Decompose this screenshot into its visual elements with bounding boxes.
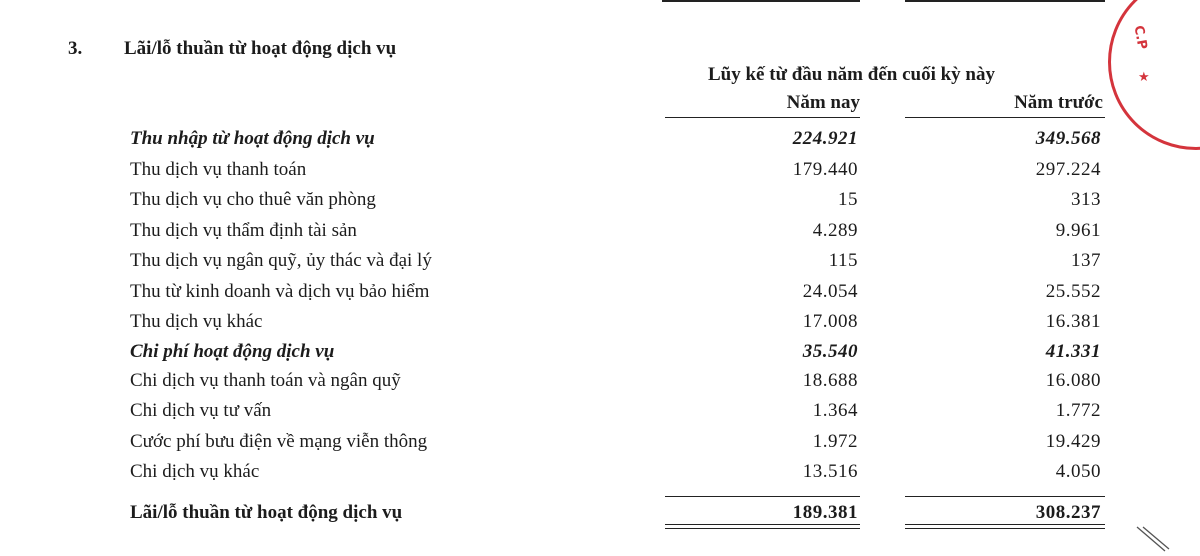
- row-value-previous: 137: [1071, 250, 1101, 271]
- row-value-current: 224.921: [792, 128, 858, 149]
- row-label: Thu dịch vụ cho thuê văn phòng: [130, 189, 376, 210]
- table-row: [0, 128, 1200, 158]
- row-label: Cước phí bưu điện về mạng viễn thông: [130, 431, 428, 452]
- row-value-current: 4.289: [812, 220, 858, 241]
- row-value-previous: 297.224: [1035, 159, 1101, 180]
- row-label: Thu từ kinh doanh và dịch vụ bảo hiểm: [130, 281, 430, 302]
- table-row: [0, 400, 1200, 430]
- table-row: [0, 189, 1200, 219]
- row-value-previous: 16.080: [1045, 370, 1101, 391]
- previous-table-rule-current: [662, 0, 860, 2]
- table-row: [0, 281, 1200, 311]
- table-row: [0, 370, 1200, 400]
- row-value-current: 17.008: [802, 311, 858, 332]
- table-row: [0, 341, 1200, 371]
- row-value-current: 1.972: [812, 431, 858, 452]
- row-label: Chi dịch vụ thanh toán và ngân quỹ: [130, 370, 401, 391]
- row-value-current: 13.516: [802, 461, 858, 482]
- section-title: Lãi/lỗ thuần từ hoạt động dịch vụ: [124, 38, 397, 59]
- row-label: Chi dịch vụ tư vấn: [130, 400, 272, 421]
- row-value-previous: 19.429: [1045, 431, 1101, 452]
- row-value-current: 24.054: [802, 281, 858, 302]
- header-underline-previous: [905, 117, 1105, 118]
- row-label: Chi dịch vụ khác: [130, 461, 260, 482]
- row-value-current: 15: [838, 189, 858, 210]
- row-value-current: 115: [828, 250, 858, 271]
- table-row: [0, 461, 1200, 491]
- row-label: Thu dịch vụ ngân quỹ, ủy thác và đại lý: [130, 250, 432, 271]
- row-label: Chi phí hoạt động dịch vụ: [130, 341, 335, 362]
- row-value-current: 18.688: [802, 370, 858, 391]
- section-number: 3.: [68, 38, 83, 59]
- row-value-previous: 9.961: [1055, 220, 1101, 241]
- table-row: [0, 159, 1200, 189]
- previous-table-rule-previous: [905, 0, 1105, 2]
- row-value-previous: 25.552: [1045, 281, 1101, 302]
- table-row: [0, 250, 1200, 280]
- row-label: Thu dịch vụ khác: [130, 311, 263, 332]
- row-value-previous: 16.381: [1045, 311, 1101, 332]
- row-label: Thu dịch vụ thẩm định tài sản: [130, 220, 357, 241]
- total-top-rule-current: [665, 496, 860, 497]
- row-value-current: 189.381: [792, 502, 858, 523]
- row-label: Lãi/lỗ thuần từ hoạt động dịch vụ: [130, 502, 403, 523]
- column-group-header: Lũy kế từ đầu năm đến cuối kỳ này: [708, 64, 995, 85]
- row-value-current: 35.540: [802, 341, 858, 362]
- total-double-rule-previous-1: [905, 524, 1105, 525]
- row-value-current: 1.364: [812, 400, 858, 421]
- row-value-current: 179.440: [792, 159, 858, 180]
- row-value-previous: 1.772: [1055, 400, 1101, 421]
- total-double-rule-current-2: [665, 528, 860, 529]
- row-value-previous: 4.050: [1055, 461, 1101, 482]
- row-label: Thu dịch vụ thanh toán: [130, 159, 307, 180]
- total-double-rule-current-1: [665, 524, 860, 525]
- row-value-previous: 41.331: [1045, 341, 1101, 362]
- row-value-previous: 349.568: [1035, 128, 1101, 149]
- row-value-previous: 313: [1071, 189, 1101, 210]
- total-double-rule-previous-2: [905, 528, 1105, 529]
- signature-stroke: [1135, 525, 1175, 555]
- row-label: Thu nhập từ hoạt động dịch vụ: [130, 128, 375, 149]
- column-header-current-year: Năm nay: [786, 92, 860, 113]
- table-row: [0, 431, 1200, 461]
- table-row: [0, 220, 1200, 250]
- header-underline-current: [665, 117, 860, 118]
- table-row: [0, 311, 1200, 341]
- total-top-rule-previous: [905, 496, 1105, 497]
- column-header-previous-year: Năm trước: [1014, 92, 1103, 113]
- stamp-text-cp: C.P: [1130, 24, 1150, 51]
- stamp-star-icon: ★: [1138, 70, 1150, 85]
- row-value-previous: 308.237: [1035, 502, 1101, 523]
